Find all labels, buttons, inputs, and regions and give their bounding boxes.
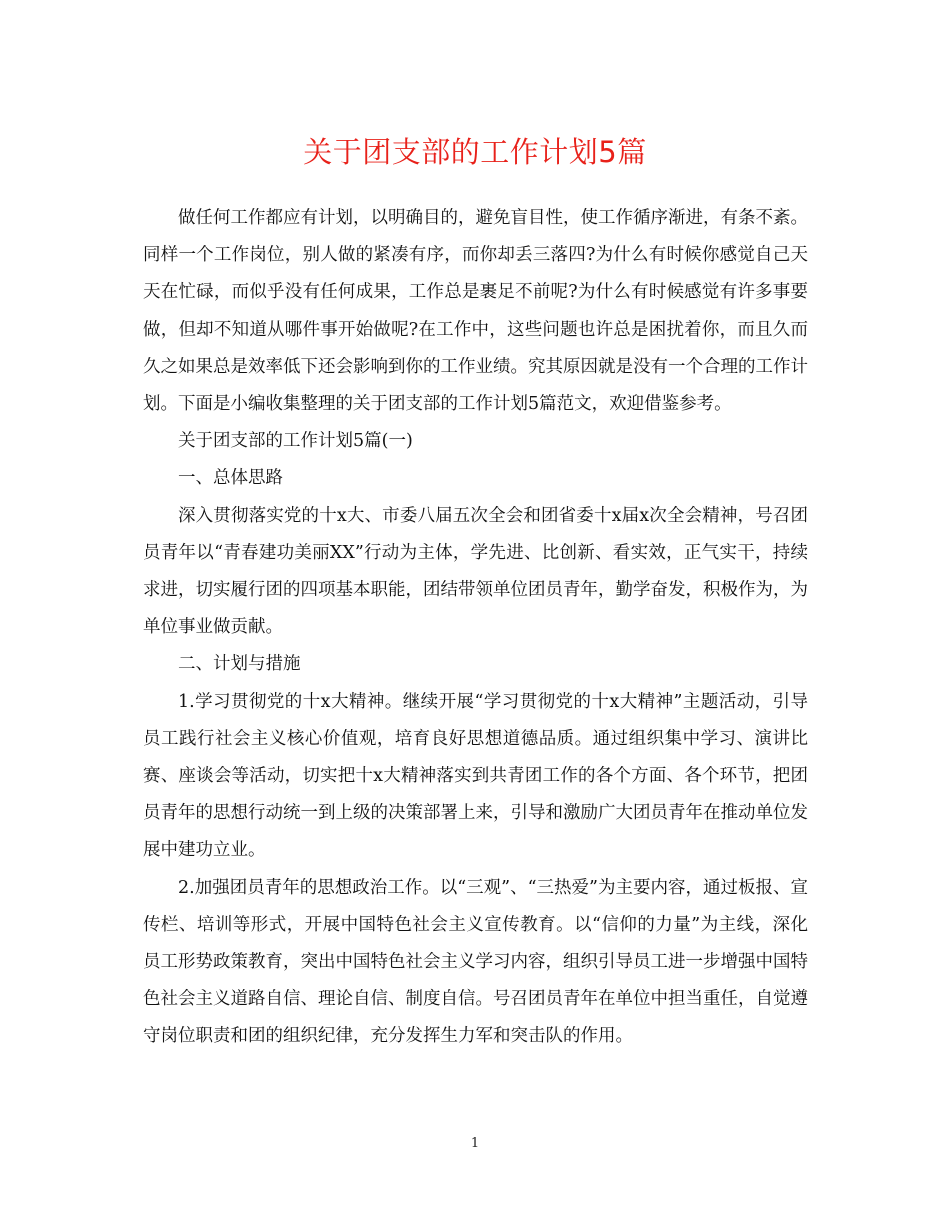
heading-plans-and-measures: 二、计划与措施 xyxy=(178,654,301,675)
section-heading-part-one: 关于团支部的工作计划5篇(一) xyxy=(178,431,413,452)
heading-overall-approach: 一、总体思路 xyxy=(178,468,283,489)
overall-approach-paragraph: 深入贯彻落实党的十x大、市委八届五次全会和团省委十x届x次全会精神，号召团员青年以“青春建功美丽XX”行动为主体，学先进、比创新、看实效，正气实干，持续求进，切实履行团的四项基本职能，团结带领单位团员青年，勤学奋发，积极作为，为单位事业做贡献。 xyxy=(143,505,808,638)
page-number: 1 xyxy=(470,1136,480,1151)
document-title: 关于团支部的工作计划5篇 xyxy=(303,135,647,169)
intro-paragraph: 做任何工作都应有计划，以明确目的，避免盲目性，使工作循序渐进，有条不紊。同样一个工作岗位，别人做的紧凑有序，而你却丢三落四?为什么有时候你感觉自己天天在忙碌，而似乎没有任何成果，工作总是裹足不前呢?为什么有时候感觉有许多事要做，但却不知道从哪件事开始做呢?在工作中，这些问题也许总是困扰着你，而且久而久之如果总是效率低下还会影响到你的工作业绩。究其原因就是没有一个合理的工作计划。下面是小编收集整理的关于团支部的工作计划5篇范文，欢迎借鉴参考。 xyxy=(143,208,808,415)
document-body xyxy=(143,200,808,1056)
measure-1-paragraph: 1.学习贯彻党的十x大精神。继续开展“学习贯彻党的十x大精神”主题活动，引导员工践行社会主义核心价值观，培育良好思想道德品质。通过组织集中学习、演讲比赛、座谈会等活动，切实把十x大精神落实到共青团工作的各个方面、各个环节，把团员青年的思想行动统一到上级的决策部署上来，引导和激励广大团员青年在推动单位发展中建功立业。 xyxy=(143,691,808,861)
measure-2-paragraph: 2.加强团员青年的思想政治工作。以“三观”、“三热爱”为主要内容，通过板报、宣传栏、培训等形式，开展中国特色社会主义宣传教育。以“信仰的力量”为主线，深化员工形势政策教育，突出中国特色社会主义学习内容，组织引导员工进一步增强中国特色社会主义道路自信、理论自信、制度自信。号召团员青年在单位中担当重任，自觉遵守岗位职责和团的组织纪律，充分发挥生力军和突击队的作用。 xyxy=(143,877,808,1047)
